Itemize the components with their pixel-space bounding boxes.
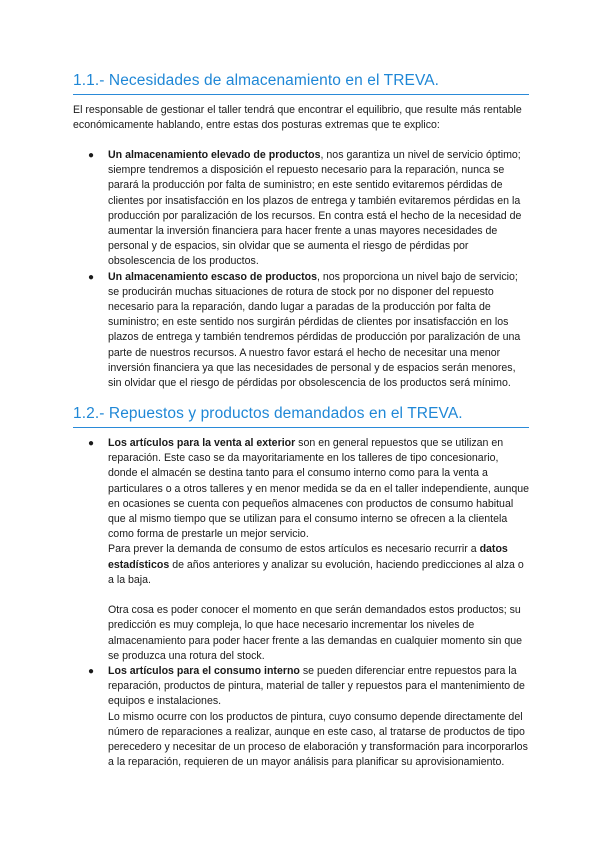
list-item bbox=[0, 270, 530, 392]
section-heading-1-1: 1.1.- Necesidades de almacenamiento en el TREVA. bbox=[73, 72, 529, 95]
bullet-icon: ● bbox=[88, 271, 95, 283]
bullet-icon: ● bbox=[88, 438, 95, 449]
item-body: se pueden diferenciar entre repuestos para la reparación, productos de pintura, material de taller y repuestos para el mantenimiento de equipos e instalaciones. bbox=[108, 665, 525, 708]
products-bullet-list bbox=[0, 436, 600, 770]
paint-products-paragraph: Lo mismo ocurre con los productos de pintura, cuyo consumo depende directamente del número de reparaciones a realizar, aunque en este caso, al tratarse de productos de tipo perecedero y necesitar de un proceso de elaboración y transformación para incorporarlos a la reparación, requieren de un mayor análisis para planificar su aprovisionamiento. bbox=[108, 710, 528, 769]
bullet-icon: ● bbox=[88, 150, 95, 161]
item-body: , nos garantiza un nivel de servicio óptimo; siempre tendremos a disposición el repuesto necesario para la reparación, nunca se parará la producción por falta de suministro; en este sentido evitaremos pérdidas de clientes por insatisfacción en los plazos de entrega y también evitaremos pérdidas en la producción por paralización de los recursos. En contra está el hecho de la necesidad de aumentar la inversión financiera para hacer frente a unas mayores necesidades de personal y de espacios, sin olvidar que se aumenta el riesgo de pérdidas por obsolescencia de los productos. bbox=[108, 149, 522, 268]
list-item bbox=[0, 664, 530, 770]
item-body: , nos proporciona un nivel bajo de servicio; se producirán muchas situaciones de rotura de stock por no disponer del repuesto necesario para la reparación, dando lugar a paradas de la producción por falta de suministro; en este sentido nos surgirán pérdidas de clientes por insatisfacción en los plazos de entrega y también tendremos pérdidas de producción por paralización de una parte de nuestros recursos. A nuestro favor estará el hecho de necesitar una menor inversión financiera ya que las necesidades de personal y de espacios serán menores, sin olvidar que el riesgo de pérdidas por obsolescencia de los productos será mínimo. bbox=[108, 270, 521, 390]
item-bold-term: Un almacenamiento elevado de productos bbox=[108, 149, 321, 161]
demand-timing-paragraph: Otra cosa es poder conocer el momento en que serán demandados estos productos; su predicción es muy compleja, lo que hace necesario incrementar los niveles de almacenamiento para poder hacer frente a las demandas en cualquier momento sin que se produzca una rotura del stock. bbox=[108, 604, 522, 662]
bullet-icon: ● bbox=[88, 666, 95, 678]
item-body: son en general repuestos que se utilizan en reparación. Este caso se da mayoritariamente en los talleres de tipo concesionario, donde el almacén se destina tanto para el consumo interno como para la venta a particulares o a otros talleres y en menor medida se da en el taller independiente, aunque en ocasiones se cuenta con pequeños almacenes con productos de consumo habitual que al mismo tiempo que se utilizan para el consumo interno se ofrecen a la clientela como forma de prestarle un mejor servicio. bbox=[108, 437, 530, 541]
item-bold-term: Un almacenamiento escaso de productos bbox=[108, 270, 317, 283]
spacer bbox=[108, 588, 530, 603]
statistics-paragraph: Para prever la demanda de consumo de estos artículos es necesario recurrir a datos estadísticos de años anteriores y analizar su evolución, haciendo predicciones al alza o a la baja. bbox=[108, 543, 524, 586]
item-bold-term: Los artículos para el consumo interno bbox=[108, 665, 300, 678]
list-item-text bbox=[108, 270, 530, 392]
section-heading-1-2: 1.2.- Repuestos y productos demandados en el TREVA. bbox=[73, 405, 529, 428]
storage-bullet-list bbox=[0, 148, 600, 391]
list-item bbox=[0, 436, 530, 664]
item-bold-term: Los artículos para la venta al exterior bbox=[108, 437, 296, 449]
list-item bbox=[0, 148, 530, 270]
list-item-text bbox=[108, 664, 530, 710]
list-item-text bbox=[108, 148, 530, 270]
intro-paragraph: El responsable de gestionar el taller tendrá que encontrar el equilibrio, que resulte más rentable económicamente hablando, entre estas dos posturas extremas que te explico: bbox=[73, 104, 522, 132]
list-item-text bbox=[108, 436, 530, 542]
statistics-term: datos estadísticos bbox=[108, 543, 508, 571]
